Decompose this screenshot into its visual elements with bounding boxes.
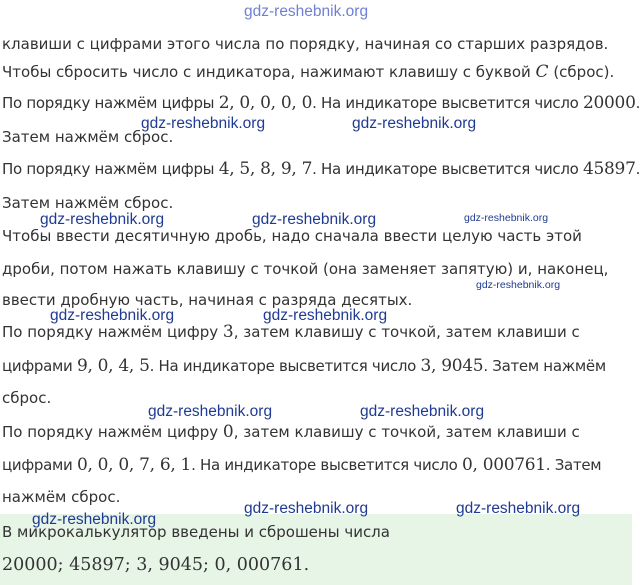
text-line-6 [2,193,173,213]
watermark-text: gdz-reshebnik.org [252,211,377,228]
text-segment: ввести дробную часть, начиная с разряда десятых. [2,291,413,309]
math-digit: 3 [222,322,234,342]
answer-numbers: 20000; 45897; 3, 9045; 0, 000761. [2,555,310,575]
text-segment: По порядку нажмём цифру [2,423,223,441]
text-line-8 [2,259,608,279]
text-segment: . На индикаторе высветится число [149,357,421,375]
text-segment: цифрами [2,456,77,474]
watermark-text: gdz-reshebnik.org [456,500,581,517]
text-segment: . [635,160,640,178]
text-segment: По порядку нажмём цифру [2,323,223,341]
math-digits: 9, 0, 4, 5 [76,356,150,376]
text-line-12 [2,388,51,408]
math-number: 0, 000761 [461,455,546,475]
text-segment: , затем клавишу с точкой, затем клавиши с [233,423,580,441]
watermark-text: gdz-reshebnik.org [360,403,485,420]
watermark-text: gdz-reshebnik.org [244,3,369,20]
text-line-13 [2,422,580,442]
watermark-text: gdz-reshebnik.org [141,115,266,132]
math-digits: 4, 5, 8, 9, 7 [218,159,313,179]
text-segment: сброс. [2,389,52,407]
text-segment: Затем нажмём сброс. [2,128,174,146]
text-line-15 [2,487,120,507]
watermark-text: gdz-reshebnik.org [464,212,549,224]
text-line-14 [2,455,601,475]
math-number: 20000 [583,93,636,113]
text-line-1 [2,34,608,54]
text-line-2 [2,62,614,82]
math-letter-italic: C [535,62,549,82]
math-number: 45897 [583,159,636,179]
watermark-text: gdz-reshebnik.org [476,279,561,291]
watermark-text: gdz-reshebnik.org [263,307,388,324]
text-segment: . На индикаторе высветится число [191,456,462,474]
watermark-text: gdz-reshebnik.org [244,500,369,517]
text-segment: . Затем нажмём [483,357,606,375]
text-segment: Чтобы сбросить число с индикатора, нажимают клавишу с буквой [2,63,536,81]
math-digits: 2, 0, 0, 0, 0 [218,93,313,113]
text-segment: По порядку нажмём цифры [2,160,219,178]
watermark-text: gdz-reshebnik.org [148,403,273,420]
watermark-text: gdz-reshebnik.org [32,511,157,528]
text-segment: . Затем [545,456,602,474]
math-digits: 0, 0, 0, 7, 6, 1 [76,455,192,475]
answer-text: В микрокалькулятор введены и сброшены числа [2,523,390,541]
text-segment: . На индикаторе высветится число [312,94,583,112]
text-segment: цифрами [2,357,77,375]
text-line-7 [2,226,582,246]
text-line-5 [2,159,640,179]
text-line-10 [2,322,580,342]
text-segment: . На индикаторе высветится число [312,160,583,178]
text-segment: (сброс). [548,63,615,81]
math-letter [536,62,549,82]
watermark-text: gdz-reshebnik.org [40,211,165,228]
text-line-11 [2,356,606,376]
text-segment: Затем нажмём сброс. [2,194,174,212]
text-line-3 [2,93,640,113]
text-segment: . [635,94,640,112]
watermark-text: gdz-reshebnik.org [50,307,175,324]
text-segment: По порядку нажмём цифры [2,94,219,112]
text-segment: клавиши с цифрами этого числа по порядку, начиная со старших разрядов. [2,35,609,53]
text-segment: нажмём сброс. [2,488,121,506]
watermark-text: gdz-reshebnik.org [352,115,477,132]
text-segment: Чтобы ввести десятичную дробь, надо сначала ввести целую часть этой [2,227,582,245]
text-segment: дроби, потом нажать клавишу с точкой (она заменяет запятую) и, наконец, [2,260,609,278]
math-digit: 0 [222,422,234,442]
math-number: 3, 9045 [420,356,484,376]
text-segment: , затем клавишу с точкой, затем клавиши с [233,323,580,341]
